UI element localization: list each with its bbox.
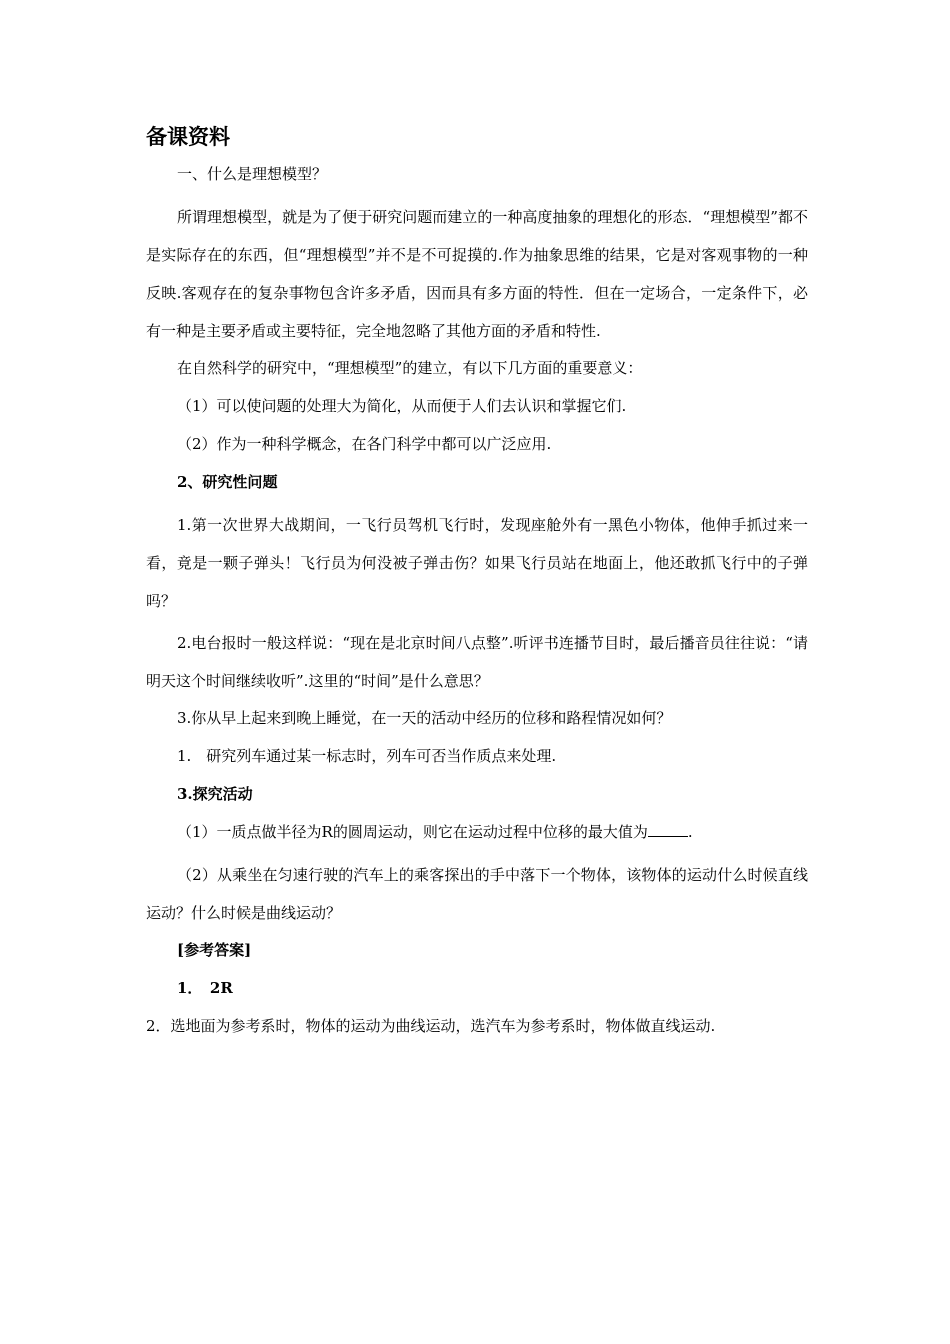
section1-paragraph-1: 所谓理想模型，就是为了便于研究问题而建立的一种高度抽象的理想化的形态．“理想模型”都不是实际存在的东西，但“理想模型”并不是不可捉摸的.作为抽象思维的结果，它是对客观事物的一种反映.客观存在的复杂事物包含许多矛盾，因而具有多方面的特性．但在一定场合，一定条件下，必有一种是主要矛盾或主要特征，完全地忽略了其他方面的矛盾和特性.	[146, 208, 808, 340]
answers-heading: [参考答案]	[177, 941, 252, 959]
question-3: 3.你从早上起来到晚上睡觉，在一天的活动中经历的位移和路程情况如何？	[177, 709, 672, 727]
question-2: 2.电台报时一般这样说：“现在是北京时间八点整”.听评书连播节目时，最后播音员往往说：“请明天这个时间继续收听”.这里的“时间”是什么意思？	[146, 634, 808, 690]
section3-heading: 3.探究活动	[177, 785, 253, 803]
section1-heading: 一、什么是理想模型？	[177, 165, 328, 183]
section2-heading: 2、研究性问题	[177, 473, 278, 491]
section1-paragraph-2: 在自然科学的研究中，“理想模型”的建立，有以下几方面的重要意义：	[177, 359, 643, 377]
question-4: 1. 研究列车通过某一标志时，列车可否当作质点来处理.	[177, 747, 557, 765]
activity-2: （2）从乘坐在匀速行驶的汽车上的乘客探出的手中落下一个物体，该物体的运动什么时候直线运动？什么时候是曲线运动？	[146, 866, 808, 922]
answer-blank	[648, 822, 688, 837]
answer-2: 2．选地面为参考系时，物体的运动为曲线运动，选汽车为参考系时，物体做直线运动.	[146, 1017, 716, 1035]
section1-item-2: （2）作为一种科学概念，在各门科学中都可以广泛应用.	[177, 435, 552, 453]
page-title: 备课资料	[146, 125, 230, 149]
activity-1	[146, 818, 808, 847]
activity-1-end: .	[687, 823, 693, 841]
answer-1: 1． 2R	[177, 979, 233, 997]
document-content	[146, 120, 808, 1050]
activity-1-text: （1）一质点做半径为R的圆周运动，则它在运动过程中位移的最大值为	[177, 823, 648, 841]
question-1: 1.第一次世界大战期间，一飞行员驾机飞行时，发现座舱外有一黑色小物体，他伸手抓过来一看，竟是一颗子弹头！飞行员为何没被子弹击伤？如果飞行员站在地面上，他还敢抓飞行中的子弹吗？	[146, 516, 808, 610]
section1-item-1: （1）可以使问题的处理大为简化，从而便于人们去认识和掌握它们.	[177, 397, 627, 415]
